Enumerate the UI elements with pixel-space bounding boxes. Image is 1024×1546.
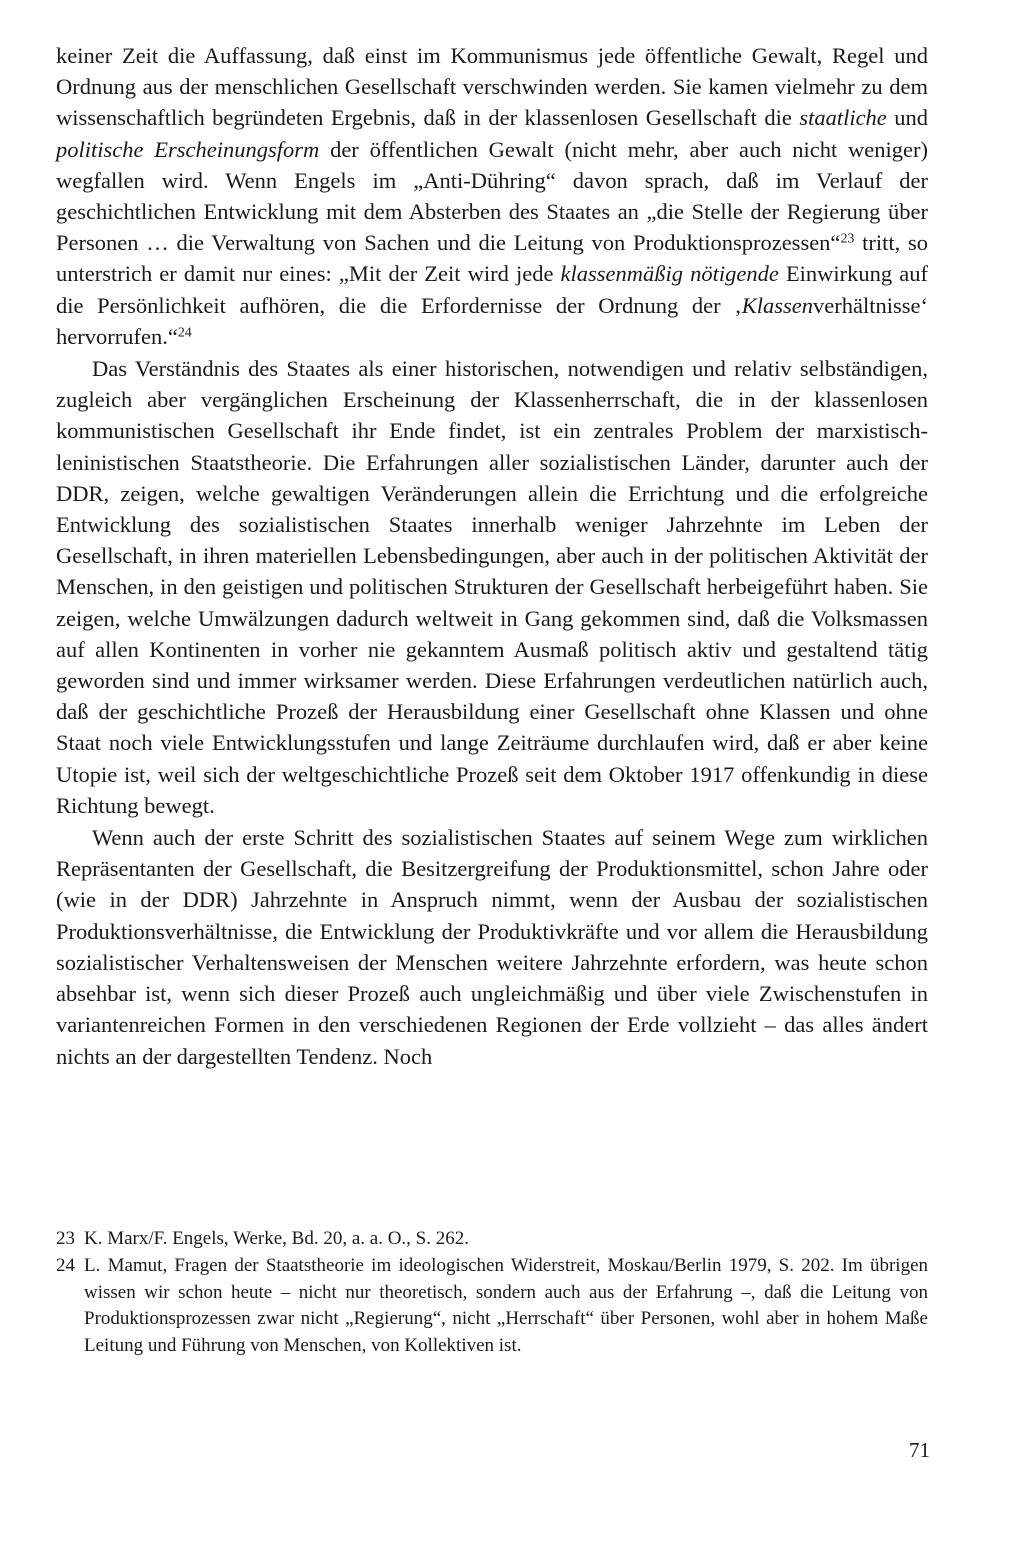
emphasis: staatliche <box>799 105 887 131</box>
emphasis: politische Erscheinungsform <box>56 136 320 162</box>
text-run: Einwirkung auf die Persönlichkeit aufhören, die die Erfordernisse der Ordnung der ‚ <box>56 261 928 318</box>
footnote-ref: 24 <box>177 325 192 341</box>
text-run: tritt, so unterstrich er damit nur eines: „Mit der Zeit wird jede <box>56 230 928 287</box>
footnote-number: 23 <box>56 1228 75 1249</box>
footnotes <box>56 1226 928 1360</box>
text-run: und <box>886 105 928 131</box>
footnote-text: K. Marx/F. Engels, Werke, Bd. 20, a. a. O., S. 262. <box>84 1228 470 1249</box>
paragraph-1 <box>56 40 928 352</box>
paragraph-2 <box>56 353 928 821</box>
emphasis: klassenmäßig nötigende <box>560 261 779 287</box>
paragraph-3 <box>56 822 928 1072</box>
text-run: verhältnisse‘ hervorrufen.“ <box>56 292 928 349</box>
footnote-text: L. Mamut, Fragen der Staatstheorie im ideologischen Widerstreit, Moskau/Berlin 1979, S. 202. Im übrigen wissen wir schon heute – nicht nur theoretisch, sondern auch aus der Erfahrung –, daß die Leitung von Produktionsprozessen zwar nicht „Regierung“, nicht „Herrschaft“ über Personen, wohl aber in hohem Maße Leitung und Führung von Menschen, von Kollektiven ist. <box>84 1254 928 1357</box>
page-number: 71 <box>909 1438 930 1462</box>
text-run: keiner Zeit die Auffassung, daß einst im Kommunismus jede öffentliche Gewalt, Regel und Ordnung aus der menschlichen Gesellschaft verschwinden werden. Sie kamen vielmehr zu dem wissenschaftlich begründeten Ergebnis, daß in der klassenlosen Gesellschaft die <box>56 43 928 131</box>
footnote-number: 24 <box>56 1254 75 1276</box>
emphasis: Klassen <box>741 292 814 318</box>
footnote-23 <box>56 1226 928 1253</box>
footnote-24 <box>56 1253 928 1360</box>
text-run: der öffentlichen Gewalt (nicht mehr, aber auch nicht weniger) wegfallen wird. Wenn Engels im „Anti-Dühring“ davon sprach, daß im Verlauf der geschichtlichen Entwicklung mit dem Absterben des Staates an „die Stelle der Regierung über Personen … die Verwaltung von Sachen und die Leitung von Produktionsprozessen“ <box>56 136 928 256</box>
text-run: Das Verständnis des Staates als einer historischen, notwendigen und relativ selbständigen, zugleich aber vergänglichen Erscheinung der Klassenherrschaft, die in der klassenlosen kommunistischen Gesellschaft ihr Ende findet, ist ein zentrales Problem der marxistisch-leninistischen Staatstheorie. Die Erfahrungen aller sozialistischen Länder, darunter auch der DDR, zeigen, welche gewaltigen Veränderungen allein die Errichtung und die erfolgreiche Entwicklung des sozialistischen Staates innerhalb weniger Jahrzehnte im Leben der Gesellschaft, in ihren materiellen Lebensbedingungen, aber auch in der politischen Aktivität der Menschen, in den geistigen und politischen Strukturen der Gesellschaft herbeigeführt haben. Sie zeigen, welche Umwälzungen dadurch weltweit in Gang gekommen sind, daß die Volksmassen auf allen Kontinenten in vorher nie gekanntem Ausmaß politisch aktiv und gestaltend tätig geworden sind und immer wirksamer werden. Diese Erfahrungen verdeutlichen natürlich auch, daß der geschichtliche Prozeß der Herausbildung einer Gesellschaft ohne Klassen und ohne Staat noch viele Entwicklungsstufen und lange Zeiträume durchlaufen wird, daß er aber keine Utopie ist, weil sich der weltgeschichtliche Prozeß seit dem Oktober 1917 offenkundig in diese Richtung bewegt. <box>56 356 928 818</box>
page-body <box>56 40 928 1072</box>
footnote-ref: 23 <box>840 231 855 247</box>
text-run: Wenn auch der erste Schritt des sozialistischen Staates auf seinem Wege zum wirklichen Repräsentanten der Gesellschaft, die Besitzergreifung der Produktionsmittel, schon Jahre oder (wie in der DDR) Jahrzehnte in Anspruch nimmt, wenn der Ausbau der sozialistischen Produktionsverhältnisse, die Entwicklung der Produktivkräfte und vor allem die Herausbildung sozialistischer Verhaltensweisen der Menschen weitere Jahrzehnte erfordern, was heute schon absehbar ist, wenn sich dieser Prozeß auch ungleichmäßig und über viele Zwischenstufen in variantenreichen Formen in den verschiedenen Regionen der Erde vollzieht – das alles ändert nichts an der dargestellten Tendenz. Noch <box>56 825 928 1069</box>
